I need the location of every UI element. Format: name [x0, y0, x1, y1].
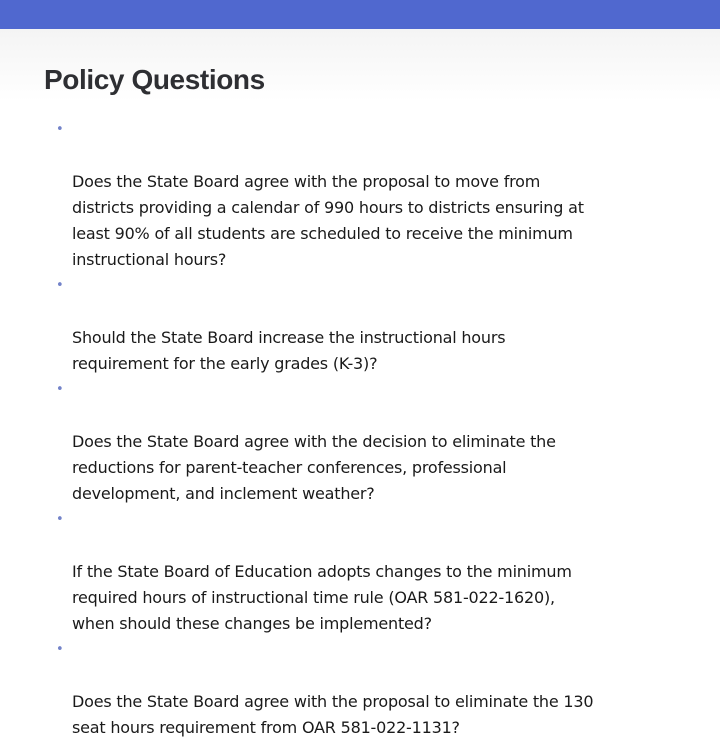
bullet-text: Does the State Board agree with the proposal to move from districts providing a calendar of 990 hours to districts ensuring at least 90% of all students are scheduled to receive the minimum instructional hours? — [72, 172, 584, 269]
bullet-text: Does the State Board agree with the proposal to eliminate the 130 seat hours requirement from OAR 581-022-1131? — [72, 692, 594, 737]
policy-questions-list — [56, 117, 692, 741]
list-item — [56, 507, 692, 637]
list-item — [56, 377, 692, 507]
list-item — [56, 637, 692, 741]
bullet-icon: • — [56, 278, 64, 293]
bullet-icon: • — [56, 512, 64, 527]
slide-title: Policy Questions — [44, 64, 265, 95]
bullet-text: If the State Board of Education adopts changes to the minimum required hours of instructional time rule (OAR 581-022-1620), when should these changes be implemented? — [72, 562, 572, 633]
bullet-text: Should the State Board increase the instructional hours requirement for the early grades (K-3)? — [72, 328, 506, 373]
top-accent-bar — [0, 0, 720, 29]
bullet-text: Does the State Board agree with the decision to eliminate the reductions for parent-teacher conferences, professional development, and inclement weather? — [72, 432, 556, 503]
list-item — [56, 273, 692, 377]
bullet-icon: • — [56, 122, 64, 137]
bullet-icon: • — [56, 382, 64, 397]
list-item — [56, 117, 692, 273]
bullet-icon: • — [56, 642, 64, 657]
